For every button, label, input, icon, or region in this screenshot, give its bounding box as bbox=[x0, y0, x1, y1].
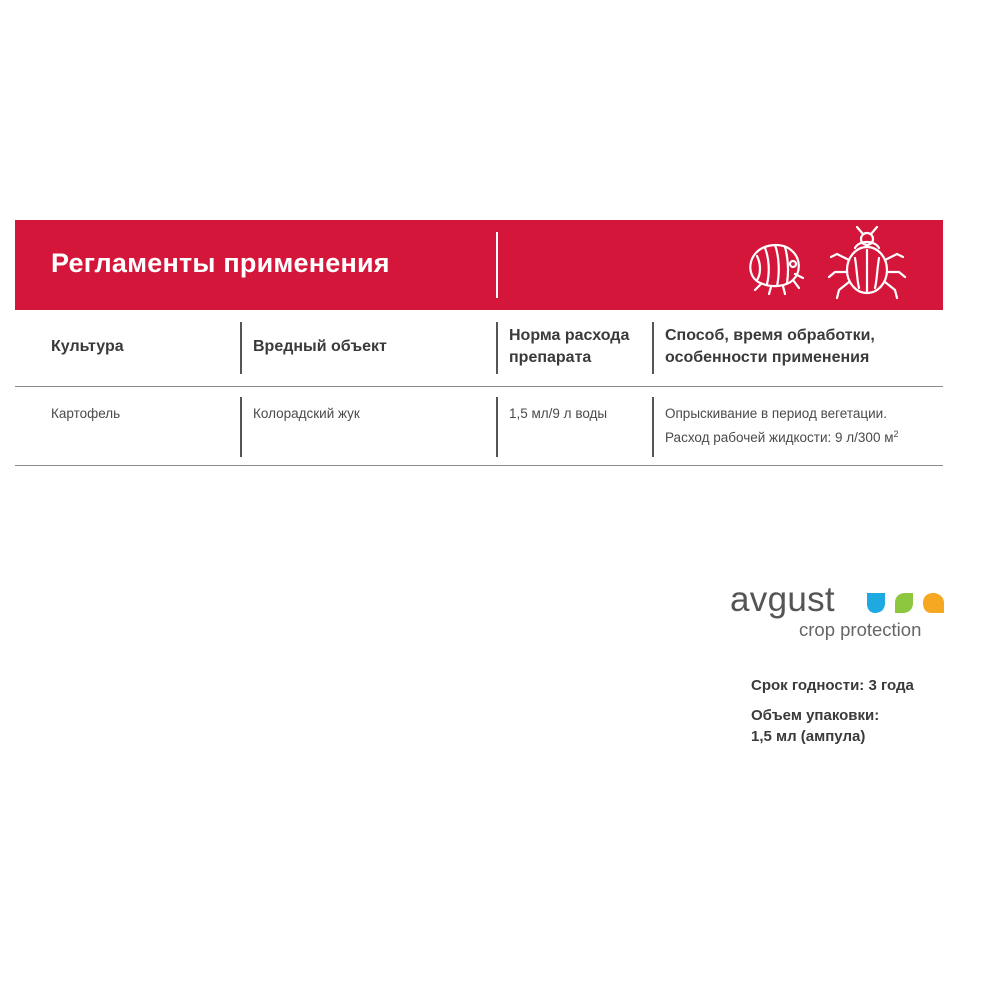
colorado-beetle-icon bbox=[825, 224, 907, 306]
logo-tagline: crop protection bbox=[799, 619, 922, 640]
volume-value: 1,5 мл (ампула) bbox=[751, 728, 866, 745]
rate-value: 1,5 мл/9 л воды bbox=[509, 406, 608, 421]
cell-rate bbox=[496, 387, 652, 465]
column-separator bbox=[652, 397, 654, 457]
application-table bbox=[15, 310, 943, 466]
column-separator bbox=[240, 322, 242, 374]
banner-title: Регламенты применения bbox=[51, 248, 390, 278]
banner-divider bbox=[496, 232, 498, 298]
header-cell-crop bbox=[15, 310, 240, 386]
method-value bbox=[665, 403, 955, 448]
method-line-1: Опрыскивание в период вегетации. bbox=[665, 406, 887, 421]
shelf-life-text: Срок годности: 3 года bbox=[751, 677, 914, 694]
header-banner bbox=[15, 220, 943, 310]
package-volume bbox=[751, 705, 879, 747]
header-cell-method bbox=[652, 310, 943, 386]
header-cell-pest bbox=[240, 310, 496, 386]
method-superscript: 2 bbox=[893, 429, 899, 439]
crop-value: Картофель bbox=[51, 406, 121, 421]
logo-wordmark: avgust bbox=[730, 580, 835, 619]
avgust-logo bbox=[728, 580, 958, 650]
table-header-row bbox=[15, 310, 943, 387]
header-crop: Культура bbox=[51, 338, 124, 355]
column-separator bbox=[240, 397, 242, 457]
cell-pest bbox=[240, 387, 496, 465]
column-separator bbox=[496, 397, 498, 457]
header-rate: Норма расхода препарата bbox=[509, 327, 630, 366]
method-line-2: Расход рабочей жидкости: 9 л/300 м bbox=[665, 430, 894, 445]
volume-label: Объем упаковки: bbox=[751, 707, 880, 724]
larva-icon bbox=[743, 234, 807, 296]
leaf-icon bbox=[865, 591, 947, 615]
column-separator bbox=[496, 322, 498, 374]
header-method: Способ, время обработки, особенности применения bbox=[665, 327, 875, 366]
cell-crop bbox=[15, 387, 240, 465]
column-separator bbox=[652, 322, 654, 374]
header-cell-rate bbox=[496, 310, 652, 386]
pest-value: Колорадский жук bbox=[253, 406, 360, 421]
table-row bbox=[15, 387, 943, 466]
header-pest: Вредный объект bbox=[253, 338, 387, 355]
cell-method bbox=[652, 387, 943, 465]
